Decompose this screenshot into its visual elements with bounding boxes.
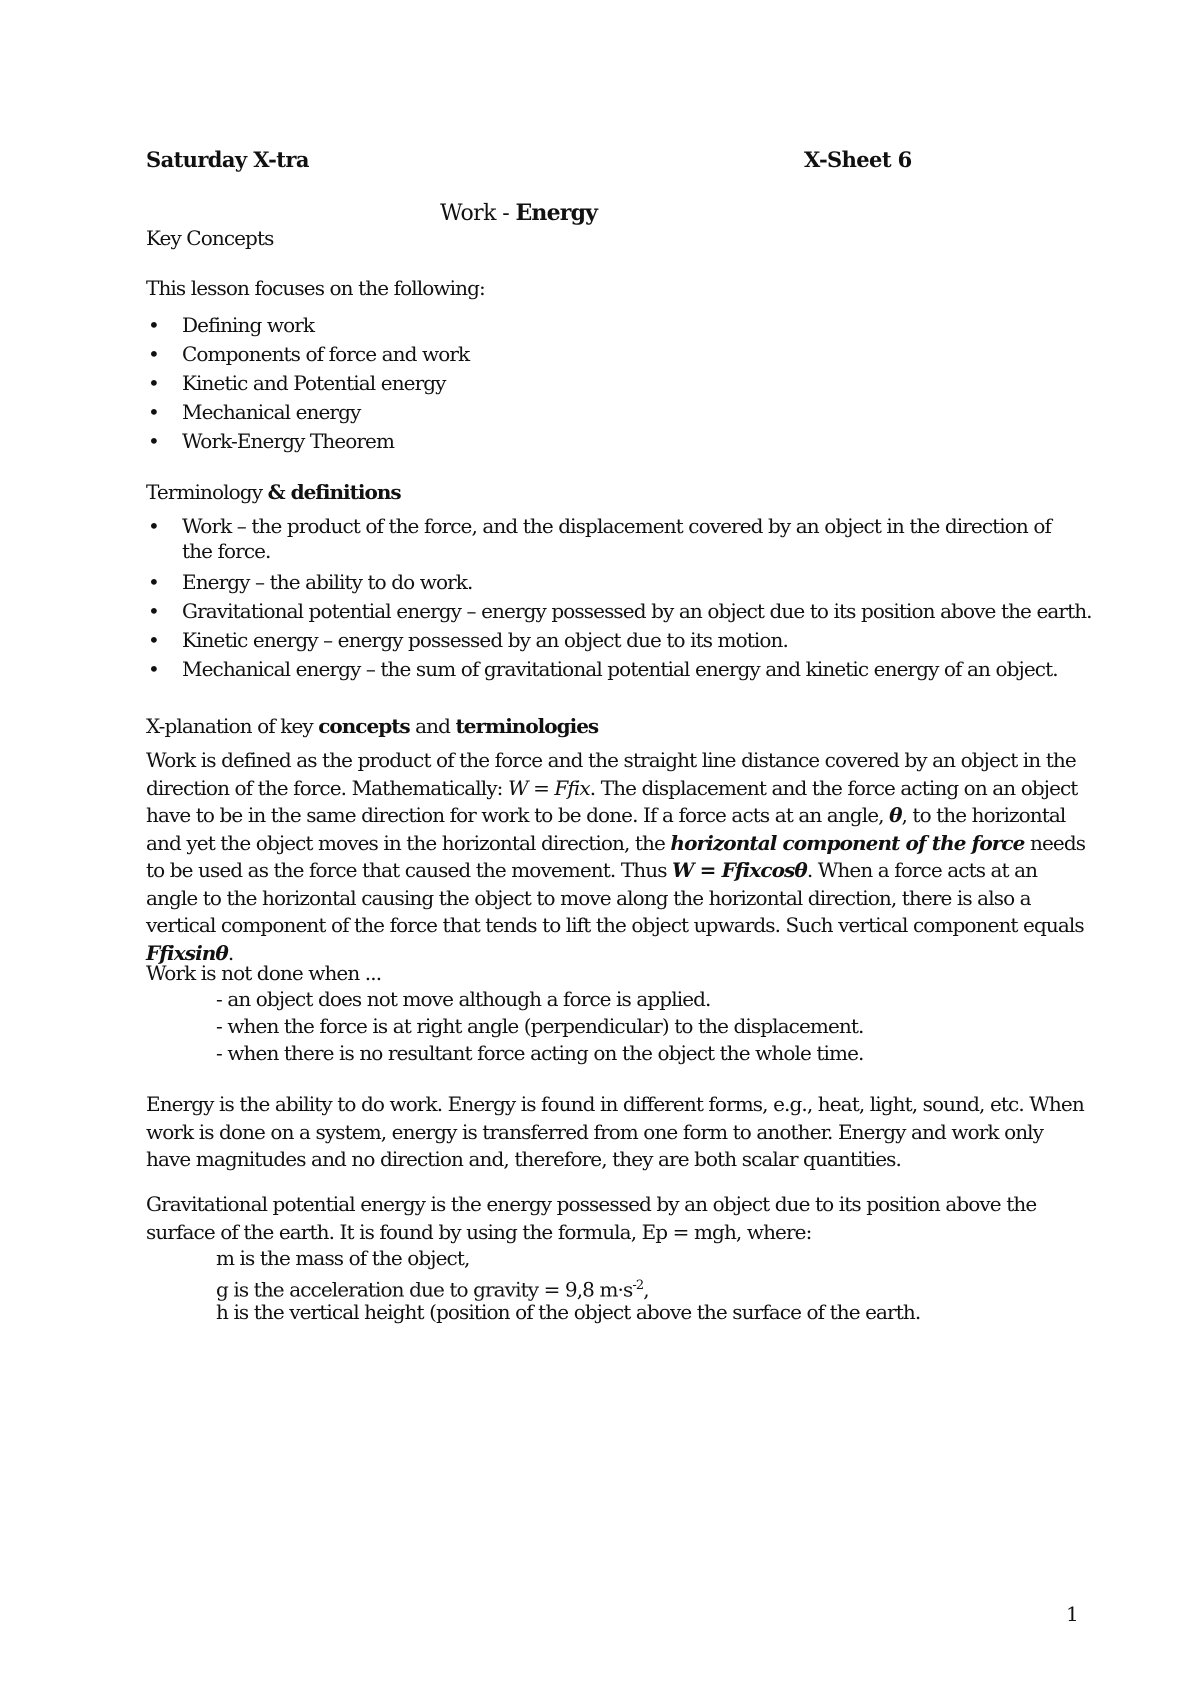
term-label: Gravitational potential energy [182, 599, 462, 623]
list-item [146, 427, 469, 456]
bullet-icon: • [148, 371, 159, 395]
p1-text-a: Work is defined as the product of the force and the straight line distance covered by an object in the direction of the force. Mathematically: [146, 748, 1076, 800]
list-item [146, 311, 469, 340]
title-work: Work - [440, 201, 516, 226]
not-done-item: - when there is no resultant force acting on the object the whole time. [216, 1041, 864, 1065]
bullet-icon: • [148, 514, 159, 538]
list-item [146, 340, 469, 369]
list-item [146, 514, 1086, 564]
formula-vertical-component: Ffixsinθ [146, 940, 228, 965]
bullet-icon: • [148, 342, 159, 366]
term-definition: – the ability to do work. [249, 570, 473, 594]
page-number: 1 [1066, 1602, 1079, 1626]
key-concepts-label: Key Concepts [146, 226, 274, 250]
list-item-text: Mechanical energy [182, 400, 361, 424]
p1-text-b: . The displacement and the force acting on an object have to be in the same direction for work to be done. If a force acts at an angle, [146, 775, 1078, 827]
list-item [146, 369, 469, 398]
formula-work-cos: W = Ffixcosθ [672, 858, 807, 882]
term-definition: – the sum of gravitational potential energy and kinetic energy of an object. [360, 657, 1058, 681]
term-label: Energy [182, 570, 250, 594]
xplanation-heading [146, 714, 598, 738]
bullet-icon: • [148, 400, 159, 424]
bullet-icon: • [148, 429, 159, 453]
bullet-icon: • [148, 628, 159, 652]
work-definition-paragraph [146, 747, 1086, 967]
term-definition: – energy possessed by an object due to its position above the earth. [461, 599, 1092, 623]
title-energy: Energy [515, 200, 598, 226]
list-item-text: Defining work [182, 313, 315, 337]
xplanation-heading-d: terminologies [455, 714, 599, 738]
list-item-text: Components of force and work [182, 342, 470, 366]
gpe-gravity-exponent: -2 [632, 1278, 644, 1293]
bullet-icon: • [148, 570, 159, 594]
bullet-icon: • [148, 599, 159, 623]
formula-work: W = Ffix [507, 775, 590, 800]
terminology-heading [146, 480, 401, 504]
key-concepts-list [146, 311, 469, 456]
xplanation-heading-c: and [409, 714, 456, 738]
page-title [440, 200, 597, 226]
gpe-paragraph: Gravitational potential energy is the energy possessed by an object due to its position above the surface of the earth. It is found by using the formula, Ep = mgh, where: [146, 1192, 1037, 1244]
key-concepts-intro: This lesson focuses on the following: [146, 276, 485, 300]
term-definition: – the product of the force, and the displacement covered by an object in the direction of the force. [182, 514, 1052, 563]
p1-text-f: . [227, 940, 234, 965]
gpe-gravity-comma: , [643, 1277, 649, 1302]
xplanation-heading-a: X-planation of key [146, 714, 319, 738]
not-done-intro: Work is not done when ... [146, 961, 382, 985]
list-item [146, 626, 1086, 655]
term-label: Mechanical energy [182, 657, 361, 681]
list-item [146, 398, 469, 427]
list-item-text: Work-Energy Theorem [182, 429, 395, 453]
header-right: X-Sheet 6 [804, 147, 912, 172]
theta-symbol: θ [889, 803, 902, 827]
gpe-height-line: h is the vertical height (position of the object above the surface of the earth. [216, 1300, 921, 1324]
xplanation-heading-b: concepts [318, 714, 410, 738]
term-label: Work [182, 514, 232, 538]
energy-paragraph: Energy is the ability to do work. Energy is found in different forms, e.g., heat, light, sound, etc. When work is done on a system, energy is transferred from one form to another. Energy and work only have magnitudes and no direction and, therefore, they are both scalar quantities. [146, 1092, 1084, 1171]
not-done-item: - when the force is at right angle (perpendicular) to the displacement. [216, 1014, 864, 1038]
p1-text-c: , to the horizontal and yet the object moves in the horizontal direction, the [146, 803, 1066, 855]
emphasis-horizontal-component: horizontal component of the force [670, 830, 1025, 855]
p1-text-d: needs to be used as the force that caused the movement. Thus [146, 830, 1086, 882]
list-item [146, 655, 1086, 684]
gpe-gravity-text: g is the acceleration due to gravity = 9,8 m·s [216, 1277, 633, 1302]
list-item [146, 568, 1086, 597]
terminology-heading-bold: & definitions [267, 480, 401, 504]
terminology-list [146, 514, 1092, 684]
bullet-icon: • [148, 313, 159, 337]
gpe-mass-line: m is the mass of the object, [216, 1246, 470, 1270]
terminology-heading-plain: Terminology [146, 480, 268, 504]
term-definition: – energy possessed by an object due to its motion. [317, 628, 788, 652]
header-left: Saturday X-tra [146, 147, 309, 172]
p1-text-e: . When a force acts at an angle to the horizontal causing the object to move along the horizontal direction, there is also a vertical component of the force that tends to lift the object upwards. Such vertical component equals [146, 858, 1084, 937]
term-label: Kinetic energy [182, 628, 318, 652]
list-item [146, 597, 1092, 626]
bullet-icon: • [148, 657, 159, 681]
list-item-text: Kinetic and Potential energy [182, 371, 446, 395]
not-done-item: - an object does not move although a force is applied. [216, 987, 711, 1011]
